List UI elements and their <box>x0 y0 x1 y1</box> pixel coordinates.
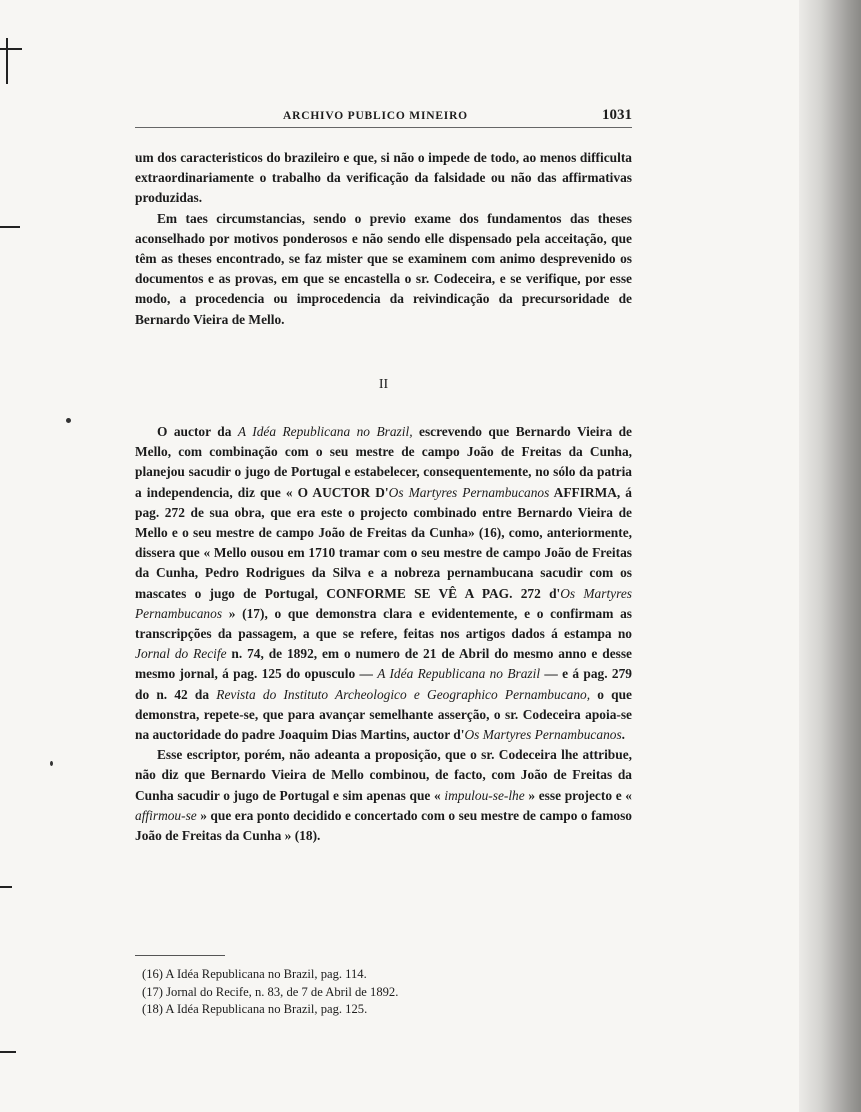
text-run: AFFIRMA, á pag. 272 de sua obra, que era este o projecto combinado entre Bernardo Vieira de Mello e o seu mestre de campo João de Freitas da Cunha» (16), como, anteriormente, dissera que « Mello ousou em 1710 tramar com o seu mestre de campo João de Freitas da Cunha, Pedro Rodrigues da Silva e a nobreza pernambucana sacudir com os mascates o jugo de Portugal, CONFORME SE VÊ A PAG. 272 d' <box>135 484 633 601</box>
footnote-rule <box>135 955 225 956</box>
scanner-edge <box>799 0 861 1112</box>
margin-mark <box>6 38 8 84</box>
quoted-term: affirmou-se <box>135 807 197 823</box>
ink-speck <box>50 761 53 766</box>
text-block-continuation <box>135 148 632 330</box>
ink-speck <box>66 418 71 423</box>
text-block-section-two <box>135 422 632 846</box>
footnote: (16) A Idéa Republicana no Brazil, pag. 114. <box>142 967 367 981</box>
text-run: escrevendo que Bernardo Vieira de Mello, com combinação com o seu mestre de campo João de Freitas da Cunha, planejou sacudir o jugo de Portugal e estabelecer, consequentemente, no sólo da patria a independencia, diz que « O AUCTOR D' <box>135 424 632 500</box>
text-run: o que demonstra, repete-se, que para avançar semelhante asserção, o sr. Codeceira apoia-se na auctoridade do padre Joaquim Dias Martins, auctor d' <box>135 686 632 743</box>
footnote: (18) A Idéa Republicana no Brazil, pag. 125. <box>142 1002 368 1017</box>
journal-title: Revista do Instituto Archeologico e Geographico Pernambucano, <box>216 686 591 702</box>
text-run: . <box>621 727 626 743</box>
journal-title: Jornal do Recife <box>135 646 227 662</box>
page-header <box>135 108 632 124</box>
book-title: A Idéa Republicana no Brazil <box>377 666 541 682</box>
text-run: — e á pag. 279 do n. 42 da <box>135 666 633 702</box>
text-run: O auctor da <box>157 424 238 439</box>
text-run: Esse escriptor, porém, não adeanta a proposição, que o sr. Codeceira lhe attribue, não diz que Bernardo Vieira de Mello combinou, de facto, com João de Freitas da Cunha sacudir o jugo de Portugal e sim apenas que « <box>135 747 632 803</box>
book-title: Os Martyres Pernambucanos <box>135 585 632 621</box>
paragraph: um dos caracteristicos do brazileiro e que, si não o impede de todo, ao menos difficulta extraordinariamente o trabalho da verificação da falsidade ou não das affirmativas produzidas. <box>135 150 632 206</box>
running-title: ARCHIVO PUBLICO MINEIRO <box>283 110 468 122</box>
margin-mark <box>0 48 22 50</box>
paragraph <box>135 422 632 745</box>
footnote: (17) Jornal do Recife, n. 83, de 7 de Abril de 1892. <box>142 984 399 999</box>
footnotes <box>142 966 602 1019</box>
header-rule <box>135 127 632 128</box>
margin-mark <box>0 226 20 228</box>
paragraph: Em taes circumstancias, sendo o previo exame dos fundamentos das theses aconselhado por motivos ponderosos e não sendo elle dispensado pela acceitação, que têm as theses encontrado, se faz mister que se examinem com animo desprevenido os documentos e as provas, em que se encastella o sr. Codeceira, e se verifique, por esse modo, a procedencia ou improcedencia da reivindicação da precursoridade de Bernardo Vieira de Mello. <box>135 210 632 327</box>
text-run: » esse projecto e « <box>524 787 632 803</box>
text-run: n. 74, de 1892, em o numero de 21 de Abril do mesmo anno e desse mesmo jornal, á pag. 125 do opusculo — <box>135 646 632 682</box>
margin-mark <box>0 886 12 888</box>
page-number: 1031 <box>602 107 632 123</box>
quoted-term: impulou-se-lhe <box>444 787 525 803</box>
book-title: A Idéa Republicana no Brazil, <box>237 424 413 439</box>
book-title: Os Martyres Pernambucanos <box>388 484 550 500</box>
book-title: Os Martyres Pernambucanos <box>464 727 622 743</box>
text-run: » que era ponto decidido e concertado com o seu mestre de campo o famoso João de Freitas da Cunha » (18). <box>135 807 632 844</box>
section-numeral: II <box>378 377 389 392</box>
text-run: » (17), o que demonstra clara e evidentemente, e o confirmam as transcripções da passagem, a que se refere, feitas nos artigos dados á estampa no <box>135 605 632 642</box>
paragraph <box>135 745 632 846</box>
margin-mark <box>0 1051 16 1053</box>
